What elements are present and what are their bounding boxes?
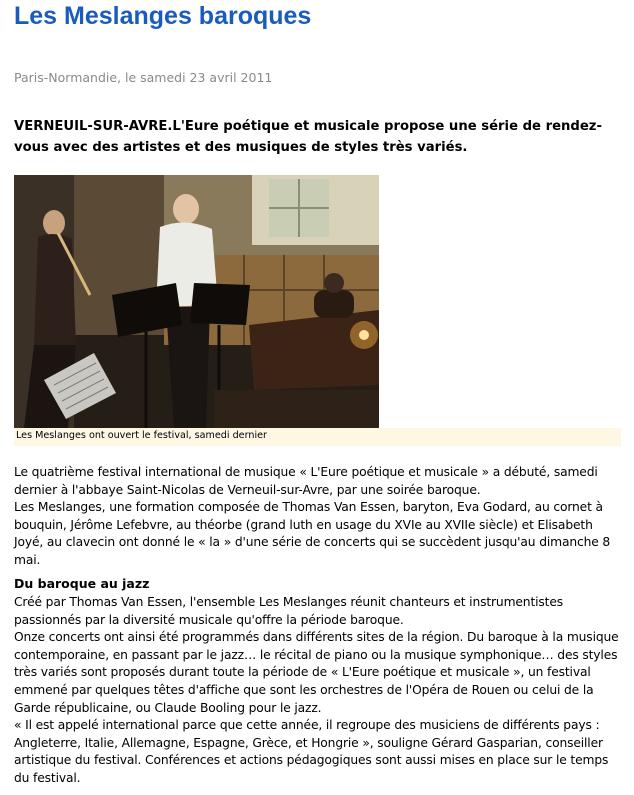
article-lead: VERNEUIL-SUR-AVRE.L'Eure poétique et musicale propose une série de rendez-vous avec des artistes et des musiques de styles très variés. [14,119,602,155]
article-title: Les Meslanges baroques [14,2,312,30]
article-paragraph-2: Créé par Thomas Van Essen, l'ensemble Les Meslanges réunit chanteurs et instrumentistes passionnés par la diversité musicale qu'offre la période baroque. Onze concerts ont ainsi été programmés dans différents sites de la région. Du baroque à la musique contemporaine, en passant par le jazz… le récital de piano ou la musique symphonique… des styles très variés sont proposés durant toute la période de « L'Eure poétique et musicale », un festival emmené par quelques têtes d'affiche que sont les orchestres de l'Opéra de Rouen ou celui de la Garde républicaine, ou Claude Booling pour le jazz. « Il est appelé international parce que cette année, il regroupe des musiciens de différents pays : Angleterre, Italie, Allemagne, Espagne, Grèce, et Hongrie », souligne Gérard Gasparian, conseiller artistique du festival. Conférences et actions pédagogiques sont aussi mises en place sur le temps du festival. [14,595,619,785]
article-photo [14,175,379,428]
source-dateline: Paris-Normandie, le samedi 23 avril 2011 [14,70,273,85]
article-paragraph-1: Le quatrième festival international de musique « L'Eure poétique et musicale » a débuté, samedi dernier à l'abbaye Saint-Nicolas de Verneuil-sur-Avre, par une soirée baroque. Les Meslanges, une formation composée de Thomas Van Essen, baryton, Eva Godard, au cornet à bouquin, Jérôme Lefebvre, au théorbe (grand luth en usage du XVIe au XVIIe siècle) et Elisabeth Joyé, au clavecin ont donné le « la » d'une série de concerts qui se succèdent jusqu'au dimanche 8 mai. [14,465,611,567]
photo-caption: Les Meslanges ont ouvert le festival, samedi dernier [16,430,267,441]
article-subheading: Du baroque au jazz [14,576,150,591]
